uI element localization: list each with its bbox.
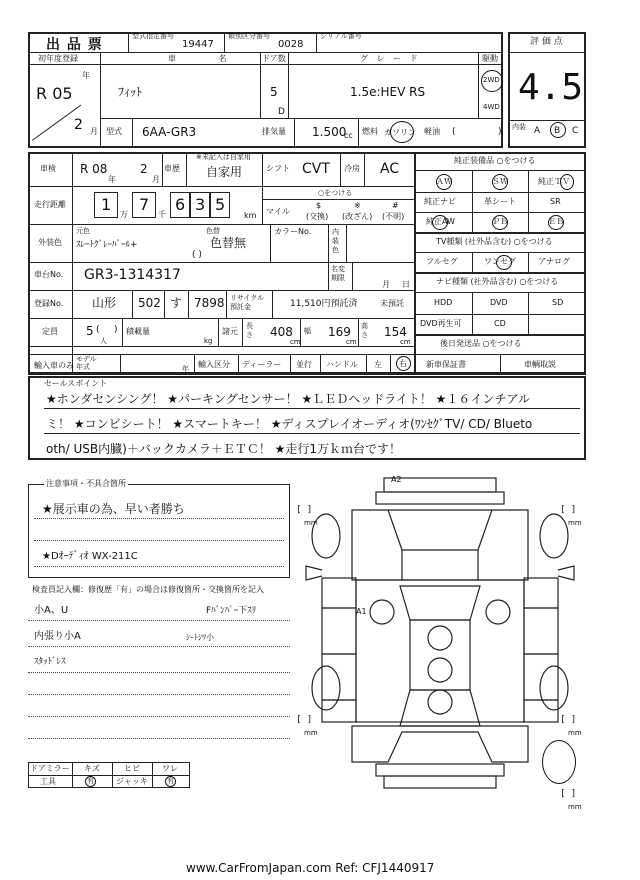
notes-line-1: ★展示車の為、早い者勝ち xyxy=(42,502,185,516)
tread-front-left-unit: mm xyxy=(304,519,318,527)
recycle-amount: 11,510円預託済 xyxy=(290,299,358,309)
navi-sd: SD xyxy=(552,298,564,307)
type-no-label: 型式指定番号 xyxy=(132,32,174,40)
name-change-day: 日 xyxy=(402,280,410,289)
score-value: 4.5 xyxy=(518,67,584,108)
orig-color: ｽﾚｰﾄｸﾞﾚｰﾊﾟｰﾙ+ xyxy=(76,240,138,250)
sales-line-3: oth/ USB内臓)＋バックカメラ＋ＥＴＣ！ ★走行1万ｋｍ台です！ xyxy=(46,442,402,456)
length-unit: cm xyxy=(290,338,301,346)
interior-color-label: 内装色 xyxy=(332,228,339,254)
recycle-unpaid: 未預託 xyxy=(380,299,404,308)
inspector-label: 検査員記入欄：修復歴「有」の場合は修復箇所・交換箇所を記入 xyxy=(32,585,264,594)
tv-fullseg: フルセグ xyxy=(426,257,458,266)
displacement: 1.500 xyxy=(312,125,347,139)
import-class-label: 輸入区分 xyxy=(198,360,230,369)
usage: 自家用 xyxy=(206,165,243,179)
usage-note: ※未記入は自家用 xyxy=(196,153,251,161)
tv-analog: アナログ xyxy=(538,257,570,266)
serial-label: シリアル番号 xyxy=(320,32,362,40)
legend-tools-have: 有 xyxy=(87,777,94,785)
length: 408 xyxy=(270,325,293,339)
paint-paren: ( ) xyxy=(192,250,202,260)
model-year-unit: 年 xyxy=(182,365,189,373)
score-label: 評 価 点 xyxy=(530,37,563,47)
grade-label: グ レ ー ド xyxy=(360,54,421,63)
modified-sym: ※ xyxy=(354,201,361,210)
equip-pb: ＰＢ xyxy=(492,217,508,226)
tread-front-right: [ ] xyxy=(560,505,577,515)
chassis-label: 車台No. xyxy=(34,270,64,279)
notes-line-2: ★Dｵｰﾃﾞｨｵ WX-211C xyxy=(42,551,138,562)
class-no-label: 類別区分番号 xyxy=(228,32,270,40)
legend-crack: ヒビ xyxy=(124,764,140,773)
name-change-label: 名変期限 xyxy=(331,265,345,282)
mileage-sen: 千 xyxy=(158,210,166,219)
mileage-digit-2: 7 xyxy=(139,195,150,214)
interior-grade-b: B xyxy=(554,126,561,136)
handle-right: 右 xyxy=(399,359,407,368)
sales-point-label: セールスポイント xyxy=(44,379,108,388)
height: 154 xyxy=(384,325,407,339)
mileage-digit-1: 1 xyxy=(101,195,112,214)
inspector-row2-a: 内張り小A xyxy=(34,631,81,642)
reg-class: 502 xyxy=(138,296,161,310)
cc-unit: cc xyxy=(344,131,353,140)
handle-left: 左 xyxy=(374,360,382,369)
car-name-label: 車 名 xyxy=(168,54,247,63)
displacement-label: 排気量 xyxy=(262,127,286,136)
tv-oneseg: ワンセグ xyxy=(484,257,516,266)
shift-label: シフト xyxy=(266,164,290,173)
fuel: ガソリン xyxy=(384,128,416,137)
equip-leather-seat: 革シート xyxy=(484,197,516,206)
paint-label: 色替 xyxy=(206,227,220,235)
equip-sw: ＳＷ xyxy=(492,177,508,186)
width-unit: cm xyxy=(346,338,357,346)
name-change-month: 月 xyxy=(382,280,390,289)
first-reg-month: 2 xyxy=(74,117,83,133)
chassis-no: GR3-1314317 xyxy=(84,267,181,283)
equip-sr: SR xyxy=(550,197,561,206)
equip-aw: ＡＷ xyxy=(436,177,452,186)
exchange: (交換) xyxy=(306,212,329,221)
inspector-row1-b: Fﾊﾞﾝﾊﾟｰ下ｽﾘ xyxy=(206,606,257,616)
model: 6AA-GR3 xyxy=(142,125,197,139)
mileage-man: 万 xyxy=(120,210,128,219)
paint: 色替無 xyxy=(210,236,247,250)
inspection-label: 車検 xyxy=(40,164,56,173)
model-year-label: モデル年式 xyxy=(76,355,97,371)
fuel-label: 燃料 xyxy=(362,127,378,136)
handle-label: ハンドル xyxy=(326,360,358,369)
class-no: 0028 xyxy=(278,39,304,50)
sales-line-2: ミ！ ★コンビシート！ ★スマートキー！ ★ディスプレイオーディオ(ﾜﾝｾｸﾞTV/ CD/ Blueto xyxy=(46,417,533,431)
doors: 5 xyxy=(270,85,278,99)
legend-break: ワレ xyxy=(162,764,178,773)
spare-tire-icon xyxy=(542,740,576,784)
legend-tools: 工具 xyxy=(40,777,56,786)
navi-type-label: ナビ種類 (社外品含む) ○をつける xyxy=(436,277,559,286)
notes-label: 注意事項・不具合箇所 xyxy=(46,479,126,488)
ac-label: 冷房 xyxy=(344,164,360,173)
drive-4wd: 4WD xyxy=(483,103,500,111)
height-unit: cm xyxy=(400,338,411,346)
modified: (改ざん) xyxy=(342,212,373,221)
orig-color-label: 元色 xyxy=(76,227,90,235)
plate-label: 諸元 xyxy=(222,327,238,336)
tread-spare: [ ] xyxy=(560,789,577,799)
drive-label: 駆動 xyxy=(482,54,498,63)
mileage-label: 走行距離 xyxy=(34,200,66,209)
equip-genuine-tv: 純正ＴＶ xyxy=(538,177,570,186)
navi-hdd: HDD xyxy=(434,298,453,307)
dollar-sym: $ xyxy=(316,201,322,210)
later-items-label: 後日発送品 ○をつける xyxy=(440,339,522,348)
width: 169 xyxy=(328,325,351,339)
inspection-month-label: 月 xyxy=(152,175,160,184)
inspector-row3-a: ｽﾀｯﾄﾞﾚｽ xyxy=(34,657,66,667)
first-reg-month-label: 月 xyxy=(90,127,98,136)
mileage-digit-3: 6 xyxy=(175,195,186,214)
interior-label: 内装 xyxy=(512,123,526,131)
tread-rear-right: [ ] xyxy=(560,715,577,725)
load-unit: kg xyxy=(204,337,213,345)
reg-kana: す xyxy=(170,296,183,310)
reference-footer: www.CarFromJapan.com Ref: CFJ1440917 xyxy=(186,861,435,875)
width-label: 幅 xyxy=(304,327,311,335)
recycle-label: リサイクル預託金 xyxy=(230,294,265,311)
usage-label: 車歴 xyxy=(164,164,180,173)
first-reg-year-label: 年 xyxy=(82,71,90,80)
capacity-unit: 人 xyxy=(100,337,107,345)
first-reg-era: R 05 xyxy=(36,84,73,103)
color-label: 外装色 xyxy=(38,238,62,247)
reg-number: 7898 xyxy=(194,296,225,310)
capacity-label: 定員 xyxy=(42,327,58,336)
legend-scratch: キズ xyxy=(84,764,100,773)
inspection-era: R 08 xyxy=(80,162,108,176)
height-label: 高さ xyxy=(361,322,368,339)
equip-eb: ＥＢ xyxy=(548,217,564,226)
registration-label: 登録No. xyxy=(34,299,64,308)
tread-rear-left: [ ] xyxy=(296,715,313,725)
color-no-label: カラーNo. xyxy=(274,227,312,236)
tread-rear-left-unit: mm xyxy=(304,729,318,737)
mileage-digit-4: 3 xyxy=(195,195,206,214)
inspection-year: 年 xyxy=(108,175,116,184)
mile-label: マイル xyxy=(266,207,290,216)
import-parallel: 並行 xyxy=(296,360,312,369)
mileage-km: km xyxy=(244,211,257,220)
interior-grade-c: C xyxy=(572,126,579,136)
drive-2wd: 2WD xyxy=(483,76,500,84)
document-title: 出 品 票 xyxy=(46,37,103,53)
car-name: ﾌｨｯﾄ xyxy=(118,85,143,99)
damage-a2: A2 xyxy=(391,475,402,484)
sales-line-1: ★ホンダセンシング！ ★パーキングセンサー！ ★ＬＥＤヘッドライト！ ★１６インチアル xyxy=(46,392,530,406)
unknown: (不明) xyxy=(382,212,405,221)
load-label: 積載量 xyxy=(126,327,150,336)
later-manual: 車輌取説 xyxy=(524,360,556,369)
equip-genuine-aw: 純正AW xyxy=(426,217,455,226)
door-type: D xyxy=(278,107,285,117)
interior-grade-a: A xyxy=(534,126,541,136)
mileage-attach-note: ○をつける xyxy=(318,189,353,197)
import-label: 輸入車のみ xyxy=(34,361,74,370)
inspector-row2-b: ｼｰﾄｼﾜ小 xyxy=(186,633,214,642)
tread-front-left: [ ] xyxy=(296,505,313,515)
grade: 1.5e:HEV RS xyxy=(350,85,426,99)
tread-rear-right-unit: mm xyxy=(568,729,582,737)
tread-front-right-unit: mm xyxy=(568,519,582,527)
shift: CVT xyxy=(302,161,330,177)
legend-jack-have: 有 xyxy=(167,777,174,785)
legend-jack: ジャッキ xyxy=(116,777,148,786)
later-warranty: 新車保証書 xyxy=(426,360,466,369)
inspection-month: 2 xyxy=(140,162,148,176)
damage-a1: A1 xyxy=(356,607,367,616)
ac: AC xyxy=(380,161,400,177)
notes-frame xyxy=(28,484,290,578)
length-label: 長さ xyxy=(246,322,253,339)
doors-label: ドア数 xyxy=(262,54,286,63)
navi-dvd: DVD xyxy=(490,298,508,307)
import-dealer: ディーラー xyxy=(242,360,282,369)
model-label: 型式 xyxy=(106,127,122,136)
tread-spare-unit: mm xyxy=(568,803,582,811)
equip-genuine-navi: 純正ナビ xyxy=(424,197,456,206)
reg-place: 山形 xyxy=(92,296,117,310)
inspector-row1-a: 小A、U xyxy=(34,605,69,616)
diesel-label: 軽油 xyxy=(424,127,440,136)
mileage-digit-5: 5 xyxy=(215,195,226,214)
navi-dvd-play: DVD再生可 xyxy=(420,319,462,328)
legend-door-mirror: ドアミラー xyxy=(30,764,70,773)
hash-sym: # xyxy=(392,201,399,210)
first-reg-label: 初年度登録 xyxy=(38,54,78,63)
capacity: 5 xyxy=(86,324,94,338)
navi-cd: CD xyxy=(494,319,506,328)
type-no: 19447 xyxy=(182,39,214,50)
genuine-equip-label: 純正装備品 ○をつける xyxy=(454,156,536,165)
tv-type-label: TV種類 (社外品含む) ○をつける xyxy=(436,237,553,246)
